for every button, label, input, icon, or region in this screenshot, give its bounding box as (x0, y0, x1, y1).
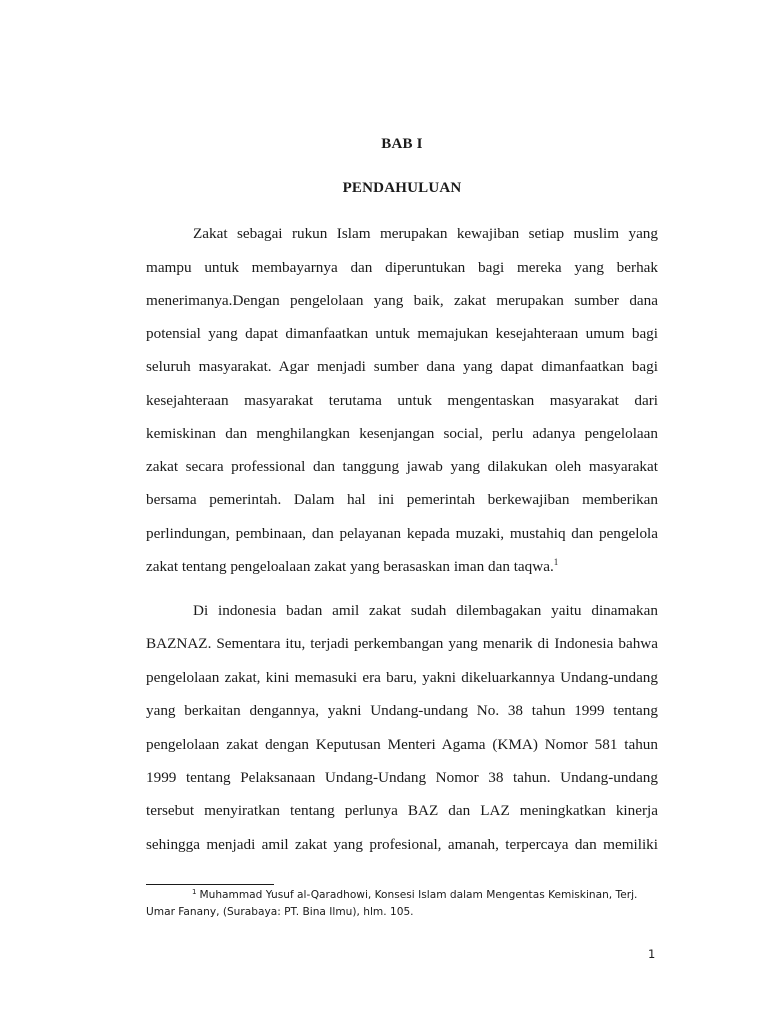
footnote-line-1 (192, 888, 637, 902)
paragraph-line: pengelolaan zakat dengan Keputusan Menteri Agama (KMA) Nomor 581 tahun (146, 736, 658, 753)
paragraph-line-text: zakat tentang pengeloalaan zakat yang berasaskan iman dan taqwa. (146, 558, 554, 575)
paragraph-line: sehingga menjadi amil zakat yang profesional, amanah, terpercaya dan memiliki (146, 836, 658, 853)
paragraph-line: kesejahteraan masyarakat terutama untuk mengentaskan masyarakat dari (146, 392, 658, 409)
footnote-separator (146, 884, 274, 885)
paragraph-line: mampu untuk membayarnya dan diperuntukan bagi mereka yang berhak (146, 259, 658, 276)
paragraph-line: menerimanya.Dengan pengelolaan yang baik, zakat merupakan sumber dana (146, 292, 658, 309)
paragraph-line: kemiskinan dan menghilangkan kesenjangan social, perlu adanya pengelolaan (146, 425, 658, 442)
paragraph-line: bersama pemerintah. Dalam hal ini pemerintah berkewajiban memberikan (146, 491, 658, 508)
paragraph-line: pengelolaan zakat, kini memasuki era baru, yakni dikeluarkannya Undang-undang (146, 669, 658, 686)
footnote-marker: 1 (192, 888, 197, 896)
paragraph-line: BAZNAZ. Sementara itu, terjadi perkembangan yang menarik di Indonesia bahwa (146, 635, 658, 652)
footnote-text-1: Muhammad Yusuf al-Qaradhowi, Konsesi Islam dalam Mengentas Kemiskinan, Terj. (199, 889, 638, 901)
chapter-title: PENDAHULUAN (342, 180, 462, 196)
paragraph-line: 1999 tentang Pelaksanaan Undang-Undang Nomor 38 tahun. Undang-undang (146, 769, 658, 786)
footnote-reference[interactable]: 1 (553, 557, 559, 567)
paragraph-line: Di indonesia badan amil zakat sudah dilembagakan yaitu dinamakan (193, 602, 658, 619)
paragraph-line: tersebut menyiratkan tentang perlunya BAZ dan LAZ meningkatkan kinerja (146, 802, 658, 819)
paragraph-line: yang berkaitan dengannya, yakni Undang-undang No. 38 tahun 1999 tentang (146, 702, 658, 719)
paragraph-line: Zakat sebagai rukun Islam merupakan kewajiban setiap muslim yang (193, 225, 658, 242)
paragraph-line: perlindungan, pembinaan, dan pelayanan kepada muzaki, mustahiq dan pengelola (146, 525, 658, 542)
chapter-number: BAB I (381, 136, 423, 152)
paragraph-line: potensial yang dapat dimanfaatkan untuk memajukan kesejahteraan umum bagi (146, 325, 658, 342)
paragraph-line: seluruh masyarakat. Agar menjadi sumber dana yang dapat dimanfaatkan bagi (146, 358, 658, 375)
page-number: 1 (648, 947, 656, 961)
footnote-line-2: Umar Fanany, (Surabaya: PT. Bina Ilmu), hlm. 105. (146, 906, 414, 918)
paragraph-line-last (146, 557, 658, 577)
paragraph-line: zakat secara professional dan tanggung jawab yang dilakukan oleh masyarakat (146, 458, 658, 475)
